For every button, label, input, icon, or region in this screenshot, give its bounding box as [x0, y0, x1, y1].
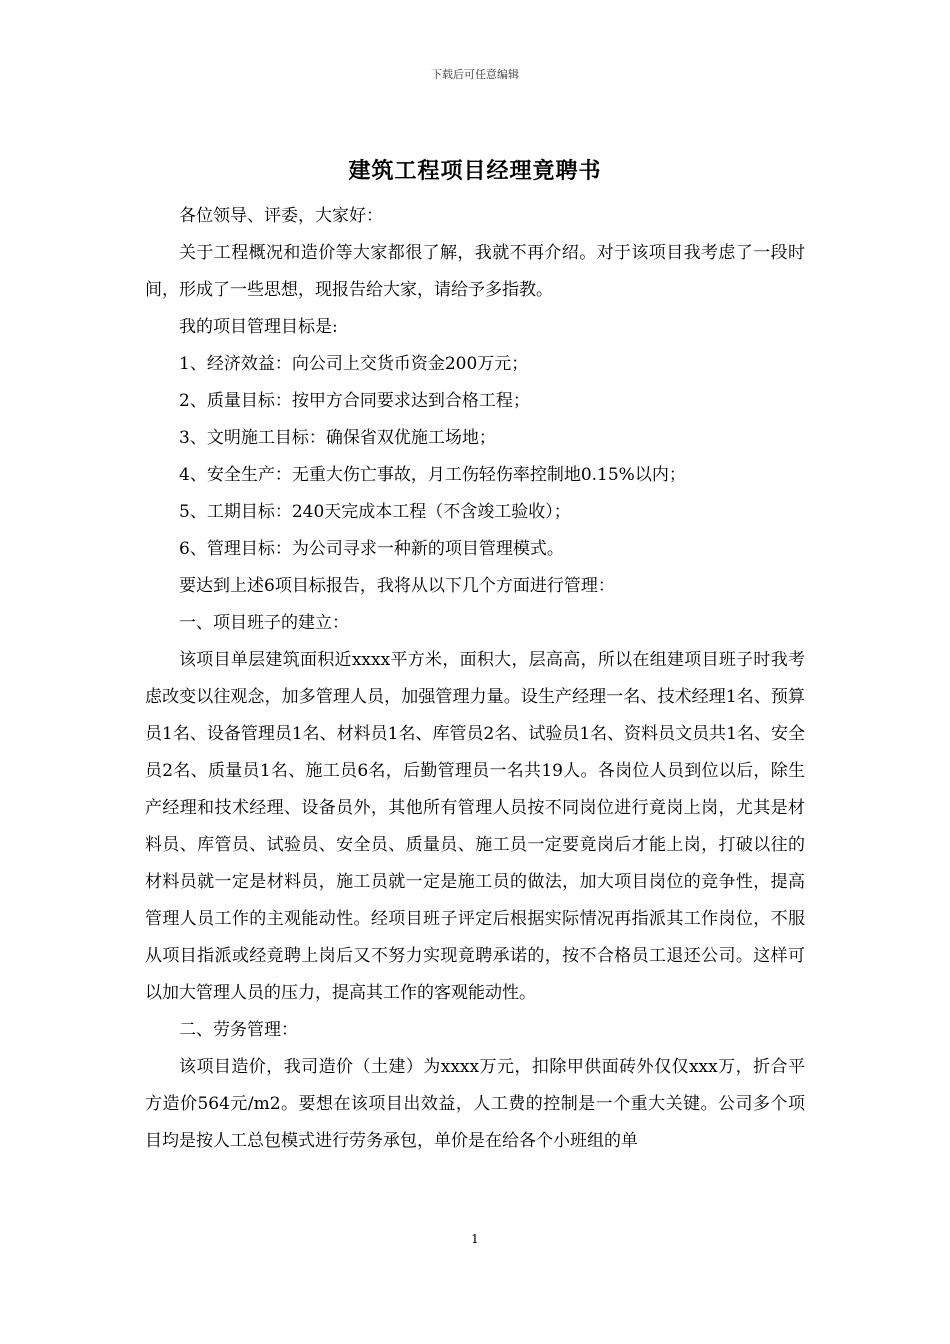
paragraph-labor: 该项目造价，我司造价（土建）为xxxx万元，扣除甲供面砖外仅仅xxx万，折合平方造价564元/m2。要想在该项目出效益，人工费的控制是一个重大关键。公司多个项目均是按人工总包模式进行劳务承包，单价是在给各个小班组的单 — [145, 1057, 805, 1151]
paragraph-goal-civilized: 3、文明施工目标：确保省双优施工场地； — [179, 428, 496, 448]
paragraph-approach: 要达到上述6项目标报告，我将从以下几个方面进行管理： — [179, 576, 615, 596]
paragraph-goal-economic: 1、经济效益：向公司上交货币资金200万元； — [179, 354, 529, 374]
paragraph-goal-management: 6、管理目标：为公司寻求一种新的项目管理模式。 — [179, 539, 564, 559]
paragraph-greeting: 各位领导、评委，大家好： — [179, 206, 383, 226]
document-body — [145, 198, 805, 1160]
header-note: 下载后可任意编辑 — [431, 68, 519, 81]
paragraph-goal-safety: 4、安全生产：无重大伤亡事故，月工伤轻伤率控制地0.15%以内； — [179, 465, 686, 485]
section-heading-team: 一、项目班子的建立： — [179, 613, 349, 633]
paragraph-team: 该项目单层建筑面积近xxxx平方米，面积大，层高高，所以在组建项目班子时我考虑改变以往观念，加多管理人员，加强管理力量。设生产经理一名、技术经理1名、预算员1名、设备管理员1名、材料员1名、库管员2名、试验员1名、资料员文员共1名、安全员2名、质量员1名、施工员6名，后勤管理员一名共19人。各岗位人员到位以后，除生产经理和技术经理、设备员外，其他所有管理人员按不同岗位进行竟岗上岗，尤其是材料员、库管员、试验员、安全员、质量员、施工员一定要竟岗后才能上岗，打破以往的材料员就一定是材料员，施工员就一定是施工员的做法，加大项目岗位的竞争性，提高管理人员工作的主观能动性。经项目班子评定后根据实际情况再指派其工作岗位，不服从项目指派或经竟聘上岗后又不努力实现竟聘承诺的，按不合格员工退还公司。这样可以加大管理人员的压力，提高其工作的客观能动性。 — [145, 650, 805, 1003]
paragraph-goals-heading: 我的项目管理目标是: — [179, 317, 338, 337]
section-heading-labor: 二、劳务管理： — [179, 1020, 298, 1040]
paragraph-goal-quality: 2、质量目标：按甲方合同要求达到合格工程； — [179, 391, 530, 411]
page-number: 1 — [471, 1232, 479, 1246]
paragraph-intro: 关于工程概况和造价等大家都很了解，我就不再介绍。对于该项目我考虑了一段时间，形成了一些思想，现报告给大家，请给予多指教。 — [145, 243, 805, 300]
document-title: 建筑工程项目经理竟聘书 — [348, 158, 602, 184]
paragraph-goal-schedule: 5、工期目标：240天完成本工程（不含竣工验收）； — [179, 502, 571, 522]
